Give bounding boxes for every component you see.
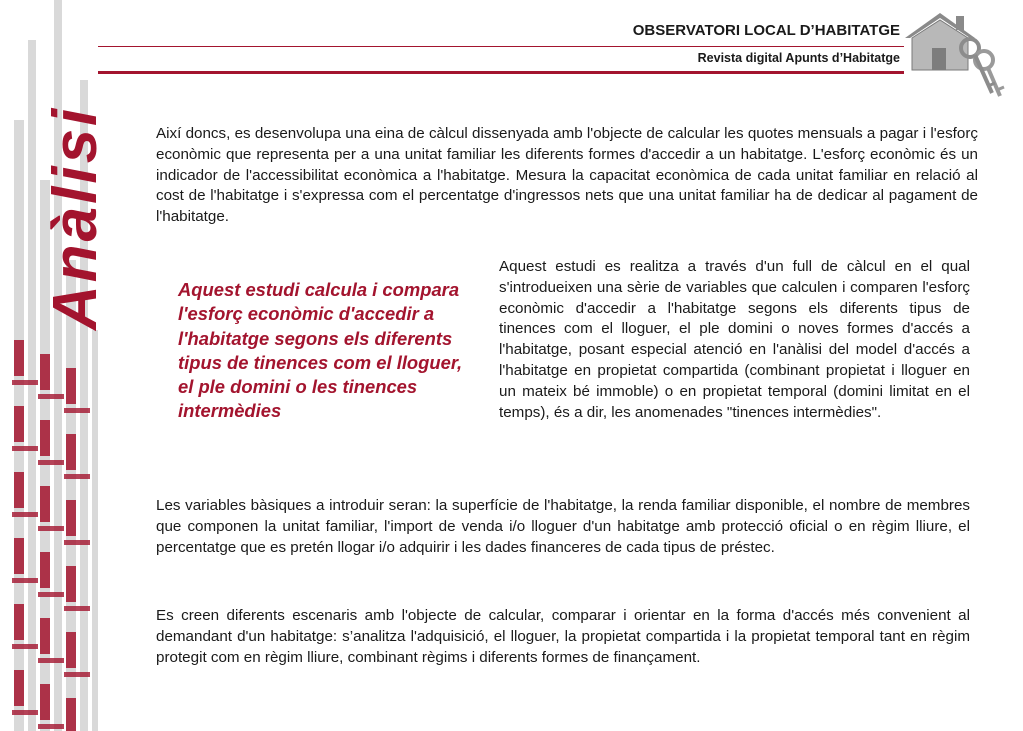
sidebar-accent-bar [66, 434, 76, 470]
sidebar-accent-tick [64, 606, 90, 611]
sidebar-bar [28, 40, 36, 731]
sidebar-accent-bar [40, 420, 50, 456]
sidebar-accent-bar [40, 486, 50, 522]
sidebar-accent-bar [14, 670, 24, 706]
sidebar-accent-tick [64, 540, 90, 545]
header-rule [98, 71, 904, 74]
sidebar-accent-tick [12, 644, 38, 649]
sidebar-accent-tick [64, 408, 90, 413]
sidebar-accent-bar [66, 698, 76, 731]
sidebar-accent-tick [38, 592, 64, 597]
sidebar-accent-bar [40, 354, 50, 390]
sidebar-accent-tick [12, 578, 38, 583]
paragraph-scenarios: Es creen diferents escenaris amb l'objecte de calcular, comparar i orientar en la forma d'accés més convenient al demandant d'un habitatge: s’analitza l'adquisició, el lloguer, la propietat compartida i la propietat temporal tant en règim protegit com en règim lliure, combinant règims i diferents formes de finançament. [156, 607, 970, 666]
sidebar-accent-bar [14, 538, 24, 574]
header-rule-thin [98, 46, 904, 47]
sidebar-accent-bar [14, 472, 24, 508]
header-subtitle: Revista digital Apunts d’Habitatge [697, 51, 900, 65]
sidebar-accent-tick [38, 394, 64, 399]
sidebar-accent-tick [38, 658, 64, 663]
sidebar-accent-tick [12, 380, 38, 385]
sidebar-accent-tick [64, 474, 90, 479]
header-title: OBSERVATORI LOCAL D’HABITATGE [632, 22, 900, 39]
sidebar-accent-tick [38, 460, 64, 465]
sidebar-accent-bar [40, 618, 50, 654]
house-keys-icon [900, 8, 1010, 98]
sidebar-accent-bar [66, 632, 76, 668]
sidebar-accent-tick [64, 672, 90, 677]
sidebar-accent-bar [14, 604, 24, 640]
sidebar-accent-bar [14, 406, 24, 442]
sidebar-accent-bar [66, 500, 76, 536]
paragraph-method: Aquest estudi es realitza a través d'un full de càlcul en el qual s'introdueixen una sèrie de variables que calculen i comparen l'esforç econòmic d'accedir a l'habitatge segons els diferents tipus de tinences com el lloguer, el ple domini o noves formes d'accés a l'habitatge, posant especial atenció en l'anàlisi del model d'accés a l'habitatge en propietat compartida (combinant propietat i lloguer en un mateix bé immoble) o en propietat temporal (domini limitat en el temps), és a dir, les anomenades "tinences intermèdies". [499, 258, 970, 421]
sidebar-accent-tick [38, 724, 64, 729]
sidebar-accent-tick [12, 710, 38, 715]
sidebar-accent-tick [12, 512, 38, 517]
sidebar-accent-bar [66, 566, 76, 602]
sidebar-accent-tick [38, 526, 64, 531]
sidebar-title: Anàlisi [41, 105, 110, 330]
sidebar-bar [92, 330, 98, 731]
sidebar-accent-tick [12, 446, 38, 451]
pull-quote: Aquest estudi calcula i compara l'esforç econòmic d'accedir a l'habitatge segons els diferents tipus de tinences com el lloguer, el ple domini o les tinences intermèdies [178, 279, 463, 422]
sidebar-accent-bar [40, 552, 50, 588]
paragraph-variables: Les variables bàsiques a introduir seran: la superfície de l'habitatge, la renda familiar disponible, el nombre de membres que componen la unitat familiar, l'import de venda i/o lloguer d'un habitatge amb protecció oficial o en règim lliure, el percentatge que es pretén llogar i/o adquirir i les dades financeres de cada tipus de préstec. [156, 497, 970, 556]
sidebar-accent-bar [66, 368, 76, 404]
sidebar-decoration [8, 0, 110, 731]
paragraph-intro: Així doncs, es desenvolupa una eina de càlcul dissenyada amb l'objecte de calcular les quotes mensuals a pagar i l'esforç econòmic que representa per a una unitat familiar les diferents formes d'accedir a un habitatge. L'esforç econòmic és un indicador de l'accessibilitat econòmica a l'habitatge. Mesura la capacitat econòmica de cada unitat familiar en relació al cost de l'habitatge i s'expressa com el percentatge d'ingressos nets que una unitat familiar ha de dedicar al pagament de l'habitatge. [156, 125, 978, 226]
sidebar-accent-bar [40, 684, 50, 720]
sidebar-accent-bar [14, 340, 24, 376]
bar-pattern [8, 0, 110, 731]
